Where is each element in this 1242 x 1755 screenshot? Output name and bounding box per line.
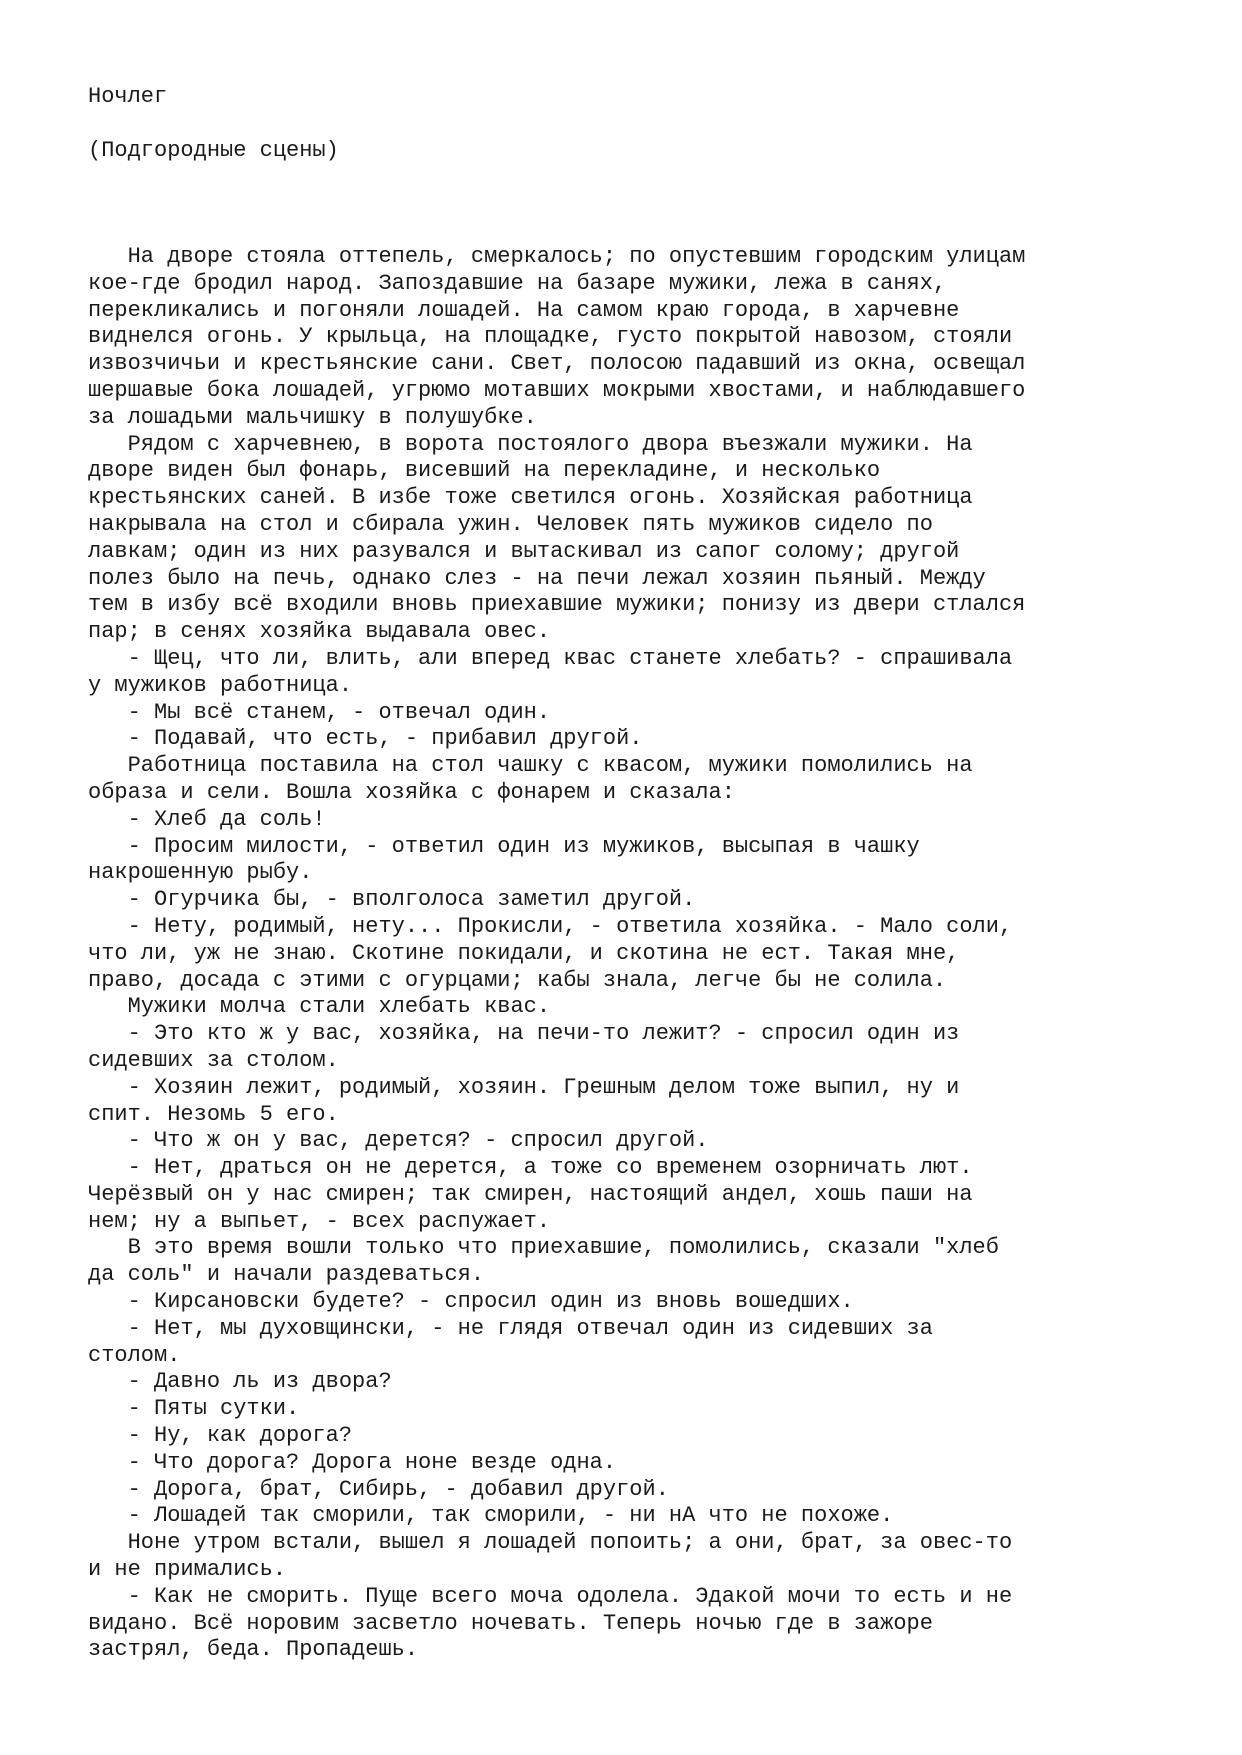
text-line: видано. Всё норовим засветло ночевать. Теперь ночью где в зажоре [88,1610,933,1636]
body-text [88,244,1025,1664]
text-line: у мужиков работница. [88,672,353,698]
document-title: Ночлег [88,84,168,109]
text-line: - Что дорога? Дорога ноне везде одна. [88,1449,617,1475]
text-line: пар; в сенях хозяйка выдавала овес. [88,619,551,645]
text-line: - Как не сморить. Пуще всего моча одолела. Эдакой мочи то есть и не [88,1583,1013,1609]
text-line: столом. [88,1342,181,1368]
text-line: - Дорога, брат, Сибирь, - добавил другой. [88,1476,669,1502]
document-subtitle: (Подгородные сцены) [88,138,339,163]
text-line: - Давно ль из двора? [88,1369,392,1395]
text-line: перекликались и погоняли лошадей. На самом краю города, в харчевне [88,297,960,323]
text-line: - Пяты сутки. [88,1396,300,1422]
text-line: спит. Незомь 5 его. [88,1101,339,1127]
text-line: Работница поставила на стол чашку с квасом, мужики помолились на [88,753,973,779]
text-line: накрошенную рыбу. [88,860,313,886]
text-line: - Кирсановски будете? - спросил один из вновь вошедших. [88,1289,854,1315]
text-line: что ли, уж не знаю. Скотине покидали, и скотина не ест. Такая мне, [88,940,960,966]
text-line: накрывала на стол и сбирала ужин. Человек пять мужиков сидело по [88,511,933,537]
text-line: тем в избу всё входили вновь приехавшие мужики; понизу из двери стлался [88,592,1026,618]
text-line: Ноне утром встали, вышел я лошадей попоить; а они, брат, за овес-то [88,1530,1013,1556]
text-line: - Мы всё станем, - отвечал один. [88,699,551,725]
text-line: шершавые бока лошадей, угрюмо мотавших мокрыми хвостами, и наблюдавшего [88,377,1026,403]
text-line: виднелся огонь. У крыльца, на площадке, густо покрытой навозом, стояли [88,324,1013,350]
text-line: дворе виден был фонарь, висевший на перекладине, и несколько [88,458,881,484]
text-line: право, досада с этими с огурцами; кабы знала, легче бы не солила. [88,967,947,993]
text-line: - Нет, мы духовщински, - не глядя отвечал один из сидевших за [88,1315,933,1341]
text-line: нем; ну а выпьет, - всех распужает. [88,1208,551,1234]
text-line: - Щец, что ли, влить, али вперед квас станете хлебать? - спрашивала [88,645,1013,671]
text-line: Черёзвый он у нас смирен; так смирен, настоящий андел, хошь паши на [88,1181,973,1207]
text-line: кое-где бродил народ. Запоздавшие на базаре мужики, лежа в санях, [88,270,947,296]
text-line: сидевших за столом. [88,1047,339,1073]
text-line: - Хозяин лежит, родимый, хозяин. Грешным делом тоже выпил, ну и [88,1074,960,1100]
text-line: Рядом с харчевнею, в ворота постоялого двора въезжали мужики. На [88,431,973,457]
text-line: Мужики молча стали хлебать квас. [88,994,551,1020]
text-line: образа и сели. Вошла хозяйка с фонарем и сказала: [88,779,735,805]
text-line: - Ну, как дорога? [88,1423,353,1449]
text-line: На дворе стояла оттепель, смеркалось; по опустевшим городским улицам [88,244,1026,269]
text-line: - Огурчика бы, - вполголоса заметил другой. [88,887,696,913]
text-line: лавкам; один из них разувался и вытаскивал из сапог солому; другой [88,538,960,564]
text-line: В это время вошли только что приехавшие, помолились, сказали "хлеб [88,1235,999,1261]
text-line: полез было на печь, однако слез - на печи лежал хозяин пьяный. Между [88,565,986,591]
text-line: - Подавай, что есть, - прибавил другой. [88,726,643,752]
text-line: да соль" и начали раздеваться. [88,1262,485,1288]
text-line: застрял, беда. Пропадешь. [88,1637,419,1663]
text-line: - Нету, родимый, нету... Прокисли, - ответила хозяйка. - Мало соли, [88,913,1013,939]
text-line: и не примались. [88,1557,287,1583]
text-line: - Просим милости, - ответил один из мужиков, высыпая в чашку [88,833,920,859]
text-line: - Лошадей так сморили, так сморили, - ни нА что не похоже. [88,1503,894,1529]
text-line: - Нет, драться он не дерется, а тоже со временем озорничать лют. [88,1155,973,1181]
text-line: крестьянских саней. В избе тоже светился огонь. Хозяйская работница [88,485,973,511]
text-line: - Хлеб да соль! [88,806,326,832]
text-line: - Это кто ж у вас, хозяйка, на печи-то лежит? - спросил один из [88,1021,960,1047]
text-line: за лошадьми мальчишку в полушубке. [88,404,537,430]
text-line: извозчичьи и крестьянские сани. Свет, полосою падавший из окна, освещал [88,351,1026,377]
text-line: - Что ж он у вас, дерется? - спросил другой. [88,1128,709,1154]
